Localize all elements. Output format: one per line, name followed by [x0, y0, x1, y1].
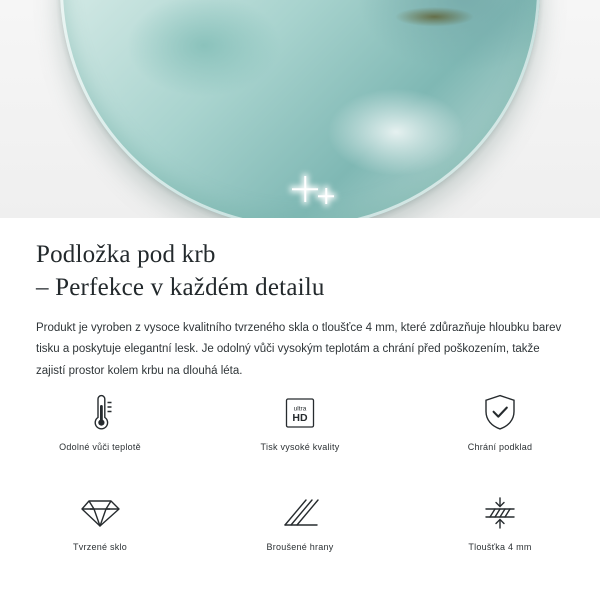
polished-edges-icon	[279, 490, 321, 536]
description-paragraph: Produkt je vyroben z vysoce kvalitního tvrzeného skla o tloušťce 4 mm, které zdůrazňuje hloubku barev tisku a poskytuje elegantní lesk. Je odolný vůči vysokým teplotám a chrání před poškozením, takže zajistí prostor kolem krbu na dlouhá léta.	[36, 322, 562, 377]
page-title	[0, 218, 600, 304]
headline-line-1: Podložka pod krb	[36, 241, 216, 268]
text-content	[0, 218, 600, 382]
feature-label: Broušené hrany	[266, 542, 334, 552]
feature-label: Odolné vůči teplotě	[59, 442, 141, 452]
feature-label: Tisk vysoké kvality	[260, 442, 340, 452]
dark-smoke-texture	[60, 0, 540, 218]
glass-board-image	[60, 0, 540, 218]
diamond-icon	[79, 490, 121, 536]
feature-item-temperature	[0, 390, 200, 468]
shield-check-icon	[481, 390, 519, 436]
ultra-hd-icon	[280, 390, 320, 436]
feature-label: Tvrzené sklo	[72, 542, 128, 552]
headline-line-2: – Perfekce v každém detailu	[36, 274, 325, 301]
feature-item-tempered-glass	[0, 490, 200, 568]
svg-text:HD: HD	[292, 412, 308, 424]
svg-text:ultra: ultra	[293, 405, 307, 413]
thickness-icon	[479, 490, 521, 536]
feature-item-print-quality	[200, 390, 400, 468]
hero-image	[0, 0, 600, 218]
feature-label: Tloušťka 4 mm	[468, 542, 532, 552]
feature-label: Chrání podklad	[467, 442, 533, 452]
feature-grid	[0, 390, 600, 568]
feature-item-polished-edges	[200, 490, 400, 568]
thermometer-icon	[83, 390, 117, 436]
feature-item-thickness	[400, 490, 600, 568]
feature-item-surface-protection	[400, 390, 600, 468]
